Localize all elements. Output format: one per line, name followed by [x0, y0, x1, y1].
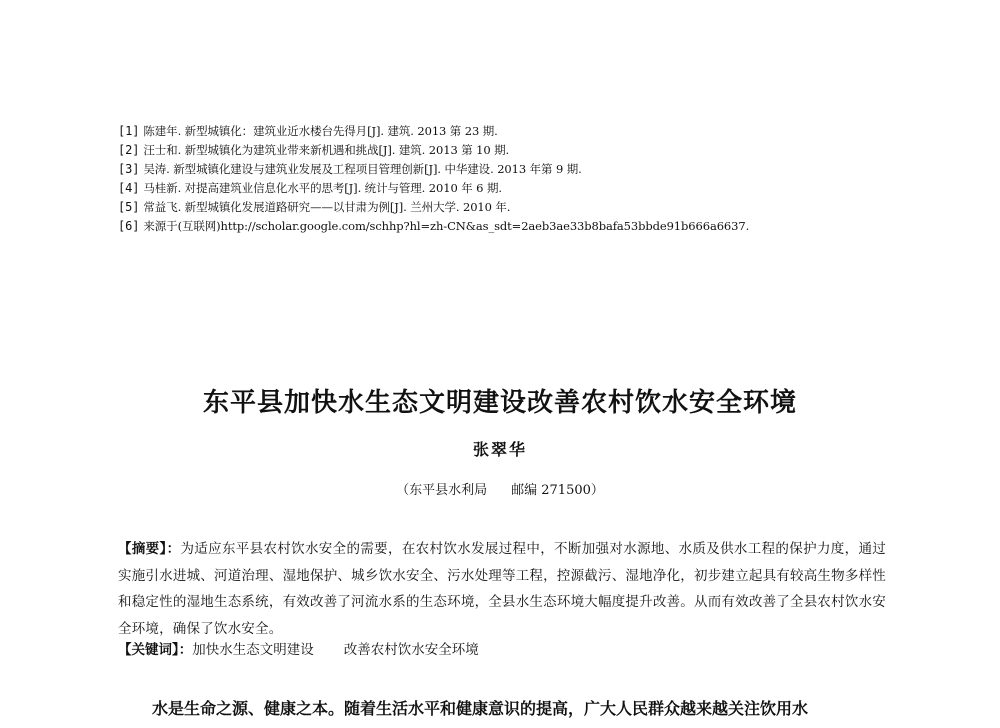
- keyword-item: 改善农村饮水安全环境: [343, 642, 479, 658]
- keyword-item: 加快水生态文明建设: [192, 642, 314, 658]
- abstract-text: 为适应东平县农村饮水安全的需要，在农村饮水发展过程中，不断加强对水源地、水质及供水工程的保护力度，通过实施引水进城、河道治理、湿地保护、城乡饮水安全、污水处理等工程，控源截污、湿地净化，初步建立起具有较高生物多样性和稳定性的湿地生态系统，有效改善了河流水系的生态环境，全县水生态环境大幅度提升改善。从而有效改善了全县农村饮水安全环境，确保了饮水安全。: [118, 541, 886, 637]
- reference-item: [118, 122, 958, 141]
- body-paragraph: 水是生命之源、健康之本。随着生活水平和健康意识的提高，广大人民群众越来越关注饮用水: [152, 699, 809, 718]
- reference-text: 吴涛. 新型城镇化建设与建筑业发展及工程项目管理创新[J]. 中华建设. 2013 年第 9 期.: [143, 162, 582, 176]
- reference-number: [5]: [118, 200, 140, 214]
- affiliation-postcode: 邮编 271500）: [511, 483, 604, 498]
- reference-text: 常益飞. 新型城镇化发展道路研究——以甘肃为例[J]. 兰州大学. 2010 年.: [143, 200, 511, 214]
- reference-text: 马桂新. 对提高建筑业信息化水平的思考[J]. 统计与管理. 2010 年 6 期.: [143, 181, 502, 195]
- reference-number: [6]: [118, 219, 140, 233]
- reference-text: 汪士和. 新型城镇化为建筑业带来新机遇和挑战[J]. 建筑. 2013 第 10 期.: [143, 143, 510, 157]
- reference-item: [118, 198, 958, 217]
- reference-list: [118, 122, 958, 236]
- reference-text: 来源于(互联网)http://scholar.google.com/schhp?hl=zh-CN&as_sdt=2aeb3ae33b8bafa53bbde91b666a6637.: [143, 219, 750, 233]
- reference-number: [4]: [118, 181, 140, 195]
- reference-number: [1]: [118, 124, 140, 138]
- reference-item: [118, 217, 958, 236]
- reference-text: 陈建年. 新型城镇化：建筑业近水楼台先得月[J]. 建筑. 2013 第 23 期.: [143, 124, 498, 138]
- reference-number: [3]: [118, 162, 140, 176]
- reference-number: [2]: [118, 143, 140, 157]
- abstract: [118, 536, 886, 642]
- reference-item: [118, 141, 958, 160]
- paper-title: 东平县加快水生态文明建设改善农村饮水安全环境: [202, 388, 797, 418]
- reference-item: [118, 179, 958, 198]
- keywords: [118, 640, 886, 660]
- abstract-label: 【摘要】：: [118, 541, 181, 557]
- author-name: 张翠华: [472, 440, 527, 459]
- keywords-label: 【关键词】：: [118, 642, 193, 658]
- reference-item: [118, 160, 958, 179]
- affiliation: [0, 482, 1000, 500]
- affiliation-org: （东平县水利局: [396, 483, 488, 498]
